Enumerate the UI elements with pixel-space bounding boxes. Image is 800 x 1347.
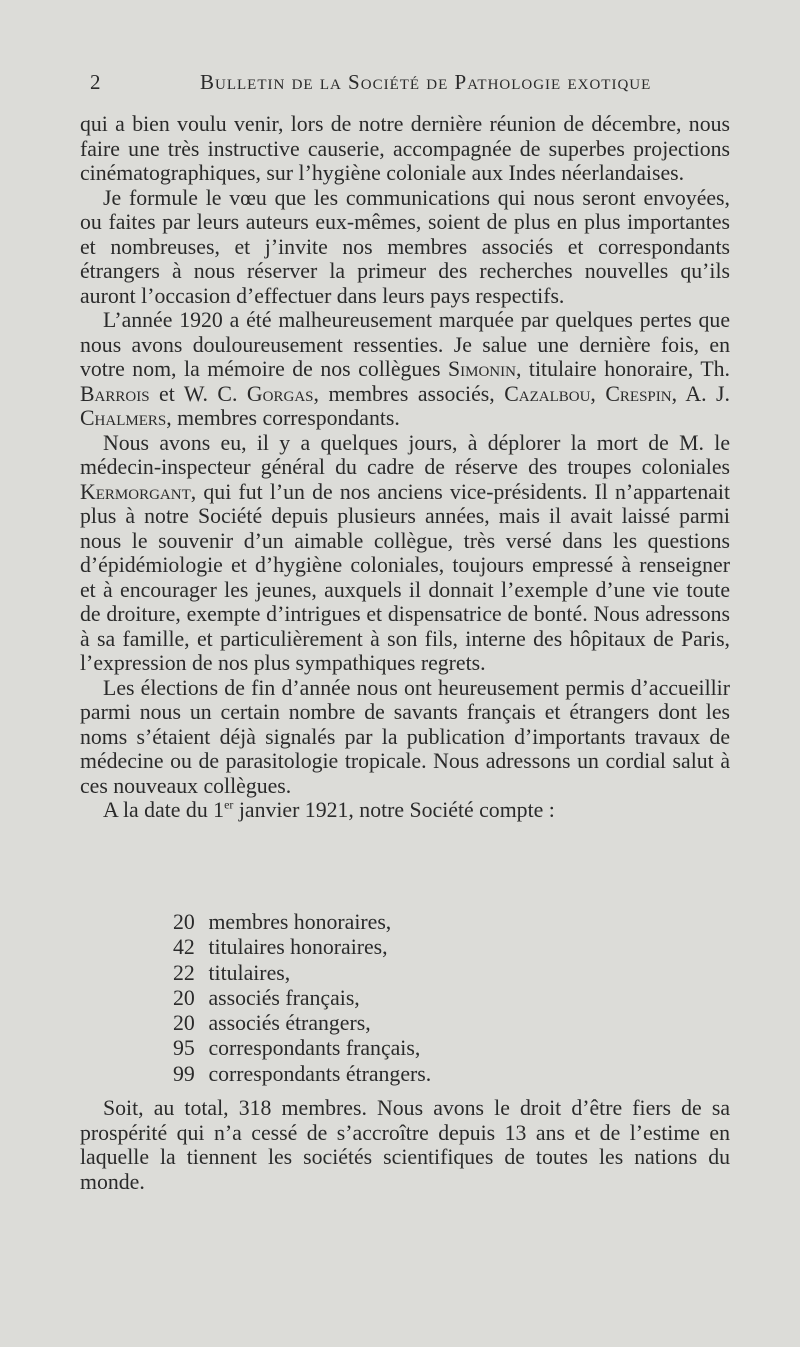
name-barrois: Barrois xyxy=(80,381,150,406)
text-run: A la date du 1 xyxy=(103,798,225,822)
paragraph-6 xyxy=(80,798,730,823)
name-chalmers: Chalmers xyxy=(80,406,167,430)
member-count: 22 xyxy=(173,960,195,985)
text-run: , xyxy=(590,381,606,406)
list-item xyxy=(173,961,573,986)
name-crespin: Crespin xyxy=(605,381,672,406)
paragraph-4 xyxy=(80,431,730,676)
member-count: 99 xyxy=(173,1061,195,1086)
member-category: membres honoraires, xyxy=(208,910,392,934)
name-gorgas: Gorgas xyxy=(246,381,314,406)
list-item xyxy=(173,1062,573,1087)
name-kermorgant: Kermorgant xyxy=(80,479,191,504)
list-item xyxy=(173,1011,573,1036)
paragraph-5: Les élections de fin d’année nous ont heureusement permis d’accueillir parmi nous un certain nombre de savants français et étrangers dont les noms s’étaient déjà signalés par la publication d’importants travaux de médecine ou de parasitologie tropicale. Nous adressons un cordial salut à ces nouveaux collègues. xyxy=(80,675,730,798)
list-item xyxy=(173,910,573,935)
text-run: , membres correspondants. xyxy=(166,406,400,430)
member-category: titulaires, xyxy=(208,960,291,985)
text-run: janvier 1921, notre Société compte : xyxy=(233,798,555,822)
list-item xyxy=(173,935,573,960)
member-category: associés étrangers, xyxy=(208,1011,371,1036)
member-category: correspondants français, xyxy=(208,1036,421,1061)
paragraph-7: Soit, au total, 318 membres. Nous avons le droit d’être fiers de sa prospérité qui n’a cessé de s’accroître depuis 13 ans et de l’estime en laquelle la tiennent les sociétés scientifiques de toutes les nations du monde. xyxy=(80,1096,730,1194)
running-title: Bulletin de la Société de Pathologie exotique xyxy=(200,70,652,94)
paragraph-2: Je formule le vœu que les communications qui nous seront envoyées, ou faites par leurs auteurs eux-mêmes, soient de plus en plus importantes et nombreuses, et j’invite nos membres associés et correspondants étrangers à nous réserver la primeur des recherches nouvelles qu’ils auront l’occasion d’effectuer dans leurs pays respectifs. xyxy=(80,185,730,308)
member-category: titulaires honoraires, xyxy=(208,935,388,960)
text-run: , A. J. xyxy=(671,381,730,406)
text-run: , titulaire honoraire, Th. xyxy=(515,357,730,381)
paragraph-3 xyxy=(80,308,730,431)
member-category: correspondants étrangers. xyxy=(208,1061,432,1086)
membership-list xyxy=(173,910,573,1087)
list-item xyxy=(173,986,573,1011)
name-simonin: Simonin xyxy=(448,357,516,381)
member-count: 20 xyxy=(173,985,195,1010)
member-category: associés français, xyxy=(208,985,360,1010)
text-run: et W. C. xyxy=(149,381,247,406)
name-cazalbou: Cazalbou xyxy=(504,381,591,406)
paragraph-1: qui a bien voulu venir, lors de notre dernière réunion de décembre, nous faire une très instructive causerie, accompagnée de superbes projections cinématographiques, sur l’hygiène coloniale aux Indes néerlandaises. xyxy=(80,112,730,185)
page-header xyxy=(90,70,730,100)
text-run: L’année 1920 a été malheureusement marquée par quelques pertes que nous avons douloureusement ressenties. Je salue une dernière fois, en votre nom, la mémoire de nos collègues xyxy=(80,308,730,381)
body-text xyxy=(80,112,730,823)
member-count: 20 xyxy=(173,1011,195,1036)
text-run: , membres associés, xyxy=(313,381,505,406)
text-run: Nous avons eu, il y a quelques jours, à déplorer la mort de M. le médecin-inspecteur général du cadre de réserve des troupes coloniales xyxy=(80,430,730,479)
closing-text xyxy=(80,1096,730,1194)
text-run: , qui fut l’un de nos anciens vice-présidents. Il n’appartenait plus à notre Société depuis plusieurs années, mais il avait laissé parmi nous le souvenir d’un aimable collègue, très versé dans les questions d’épidémiologie et d’hygiène coloniales, toujours empressé à renseigner et à encourager les jeunes, auxquels il donnait l’exemple d’une vie toute de droiture, exempte d’intrigues et dispensatrice de bonté. Nous adressons à sa famille, et particulièrement à son fils, interne des hôpitaux de Paris, l’expression de nos plus sympathiques regrets. xyxy=(80,479,730,675)
page-number: 2 xyxy=(90,70,102,94)
superscript: er xyxy=(224,797,234,812)
list-item xyxy=(173,1036,573,1061)
member-count: 95 xyxy=(173,1036,195,1061)
member-count: 42 xyxy=(173,935,195,960)
member-count: 20 xyxy=(173,910,195,934)
